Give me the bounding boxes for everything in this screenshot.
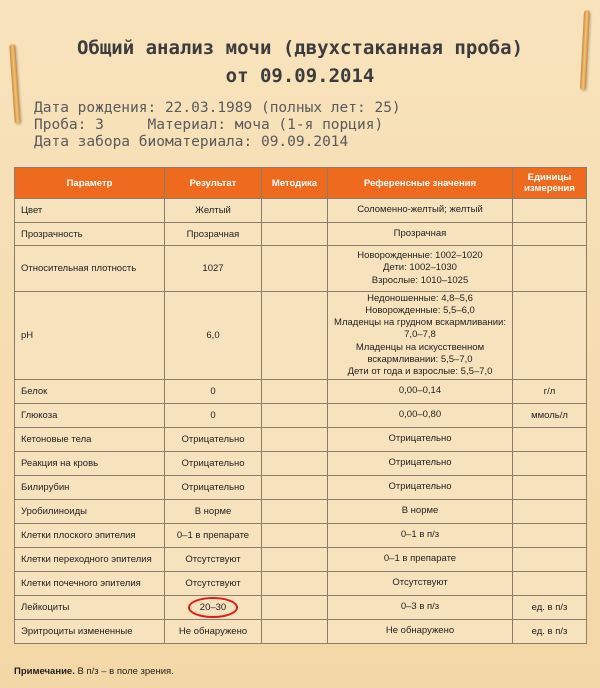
cell-units: г/л bbox=[513, 380, 587, 404]
collection-date-line: Дата забора биоматериала: 09.09.2014 bbox=[34, 134, 349, 150]
table-row bbox=[15, 476, 587, 500]
cell-reference bbox=[328, 199, 513, 223]
table-header-row bbox=[15, 168, 587, 199]
cell-method bbox=[262, 620, 328, 644]
cell-units bbox=[513, 524, 587, 548]
reference-line: Дети: 1002–1030 bbox=[383, 262, 457, 274]
cell-units bbox=[513, 199, 587, 223]
cell-parameter: Лейкоциты bbox=[15, 596, 165, 620]
cell-parameter: Билирубин bbox=[15, 476, 165, 500]
reference-line: вскармливании: 5,5–7,0 bbox=[367, 353, 473, 365]
reference-line: Новорожденные: 5,5–6,0 bbox=[365, 305, 475, 317]
cell-reference bbox=[328, 246, 513, 292]
cell-parameter: Клетки переходного эпителия bbox=[15, 548, 165, 572]
cell-units bbox=[513, 246, 587, 292]
cell-result: 0 bbox=[165, 380, 262, 404]
cell-reference bbox=[328, 404, 513, 428]
table-row bbox=[15, 380, 587, 404]
cell-reference bbox=[328, 524, 513, 548]
cell-method bbox=[262, 572, 328, 596]
reference-line: 0,00–0,14 bbox=[398, 385, 442, 397]
footnote-label: Примечание. bbox=[14, 666, 75, 677]
cell-units bbox=[513, 292, 587, 380]
cell-result: Отсутствуют bbox=[165, 548, 262, 572]
cell-result: Прозрачная bbox=[165, 223, 262, 246]
cell-reference bbox=[328, 596, 513, 620]
table-row bbox=[15, 292, 587, 380]
cell-result: Желтый bbox=[165, 199, 262, 223]
cell-units: ммоль/л bbox=[513, 404, 587, 428]
reference-line: Новорожденные: 1002–1020 bbox=[357, 250, 483, 262]
cell-result: 0 bbox=[165, 404, 262, 428]
reference-line: Отсутствуют bbox=[392, 577, 448, 589]
cell-result: Не обнаружено bbox=[165, 620, 262, 644]
cell-result: Отсутствуют bbox=[165, 572, 262, 596]
table-row bbox=[15, 428, 587, 452]
table-row bbox=[15, 620, 587, 644]
cell-parameter: Кетоновые тела bbox=[15, 428, 165, 452]
reference-line: Младенцы на грудном вскармливании: bbox=[334, 317, 506, 329]
cell-result: 1027 bbox=[165, 246, 262, 292]
cell-method bbox=[262, 596, 328, 620]
cell-method bbox=[262, 548, 328, 572]
cell-units bbox=[513, 572, 587, 596]
cell-result bbox=[165, 596, 262, 620]
cell-reference bbox=[328, 380, 513, 404]
cell-reference bbox=[328, 476, 513, 500]
reference-line: 0,00–0,80 bbox=[398, 409, 442, 421]
reference-line: Младенцы на искусственном bbox=[355, 341, 485, 353]
cell-result: 0–1 в препарате bbox=[165, 524, 262, 548]
report-title: Общий анализ мочи (двухстаканная проба) bbox=[76, 37, 524, 59]
reference-line: Отрицательно bbox=[388, 481, 452, 493]
cell-result: Отрицательно bbox=[165, 476, 262, 500]
table-row bbox=[15, 524, 587, 548]
cell-reference bbox=[328, 452, 513, 476]
table-row bbox=[15, 246, 587, 292]
cell-parameter: Прозрачность bbox=[15, 223, 165, 246]
cell-units bbox=[513, 452, 587, 476]
reference-line: Отрицательно bbox=[388, 433, 452, 445]
table-row bbox=[15, 548, 587, 572]
footnote bbox=[14, 666, 174, 677]
cell-units: ед. в п/з bbox=[513, 620, 587, 644]
table-row bbox=[15, 223, 587, 246]
table-row bbox=[15, 596, 587, 620]
reference-line: 0–1 в п/з bbox=[400, 529, 440, 541]
reference-line: Прозрачная bbox=[393, 227, 447, 239]
cell-units bbox=[513, 428, 587, 452]
results-table bbox=[14, 167, 587, 644]
table-row bbox=[15, 452, 587, 476]
cell-method bbox=[262, 524, 328, 548]
cell-reference bbox=[328, 428, 513, 452]
cell-units bbox=[513, 500, 587, 524]
cell-parameter: Уробилиноиды bbox=[15, 500, 165, 524]
cell-reference bbox=[328, 292, 513, 380]
cell-method bbox=[262, 223, 328, 246]
reference-line: 0–3 в п/з bbox=[400, 601, 440, 613]
cell-units bbox=[513, 223, 587, 246]
cell-reference bbox=[328, 572, 513, 596]
reference-line: Дети от года и взрослые: 5,5–7,0 bbox=[347, 365, 493, 377]
highlighted-result-value: 20–30 bbox=[188, 597, 238, 618]
cell-units: ед. в п/з bbox=[513, 596, 587, 620]
cell-units bbox=[513, 476, 587, 500]
reference-line: 7,0–7,8 bbox=[404, 329, 436, 341]
header-method: Методика bbox=[262, 168, 328, 199]
reference-line: Взрослые: 1010–1025 bbox=[371, 274, 469, 286]
reference-line: Не обнаружено bbox=[385, 625, 455, 637]
cell-reference bbox=[328, 620, 513, 644]
cell-parameter: Относительная плотность bbox=[15, 246, 165, 292]
cell-method bbox=[262, 380, 328, 404]
header-reference: Референсные значения bbox=[328, 168, 513, 199]
table-row bbox=[15, 199, 587, 223]
cell-parameter: Эритроциты измененные bbox=[15, 620, 165, 644]
cell-parameter: Цвет bbox=[15, 199, 165, 223]
cell-method bbox=[262, 428, 328, 452]
sample-material-line: Проба: 3 Материал: моча (1-я порция) bbox=[34, 117, 384, 133]
cell-method bbox=[262, 404, 328, 428]
cell-units bbox=[513, 548, 587, 572]
cell-parameter: pH bbox=[15, 292, 165, 380]
cell-reference bbox=[328, 500, 513, 524]
report-date-title: от 09.09.2014 bbox=[225, 65, 375, 87]
cell-result: В норме bbox=[165, 500, 262, 524]
header-result: Результат bbox=[165, 168, 262, 199]
cell-method bbox=[262, 500, 328, 524]
footnote-text: В п/з – в поле зрения. bbox=[74, 666, 174, 677]
cell-parameter: Реакция на кровь bbox=[15, 452, 165, 476]
reference-line: Недоношенные: 4,8–5,6 bbox=[367, 293, 473, 305]
cell-method bbox=[262, 292, 328, 380]
cell-parameter: Клетки почечного эпителия bbox=[15, 572, 165, 596]
birth-date-line: Дата рождения: 22.03.1989 (полных лет: 25) bbox=[34, 100, 401, 116]
table-row bbox=[15, 572, 587, 596]
cell-result: Отрицательно bbox=[165, 428, 262, 452]
cell-method bbox=[262, 476, 328, 500]
cell-result: Отрицательно bbox=[165, 452, 262, 476]
cell-parameter: Клетки плоского эпителия bbox=[15, 524, 165, 548]
header-units: Единицы измерения bbox=[513, 168, 587, 199]
reference-line: Отрицательно bbox=[388, 457, 452, 469]
reference-line: 0–1 в препарате bbox=[383, 553, 457, 565]
cell-method bbox=[262, 199, 328, 223]
cell-reference bbox=[328, 223, 513, 246]
reference-line: Соломенно-желтый; желтый bbox=[357, 204, 483, 216]
cell-parameter: Белок bbox=[15, 380, 165, 404]
table-row bbox=[15, 500, 587, 524]
table-row bbox=[15, 404, 587, 428]
cell-result: 6,0 bbox=[165, 292, 262, 380]
header-parameter: Параметр bbox=[15, 168, 165, 199]
cell-reference bbox=[328, 548, 513, 572]
cell-parameter: Глюкоза bbox=[15, 404, 165, 428]
cell-method bbox=[262, 246, 328, 292]
reference-line: В норме bbox=[401, 505, 439, 517]
cell-method bbox=[262, 452, 328, 476]
